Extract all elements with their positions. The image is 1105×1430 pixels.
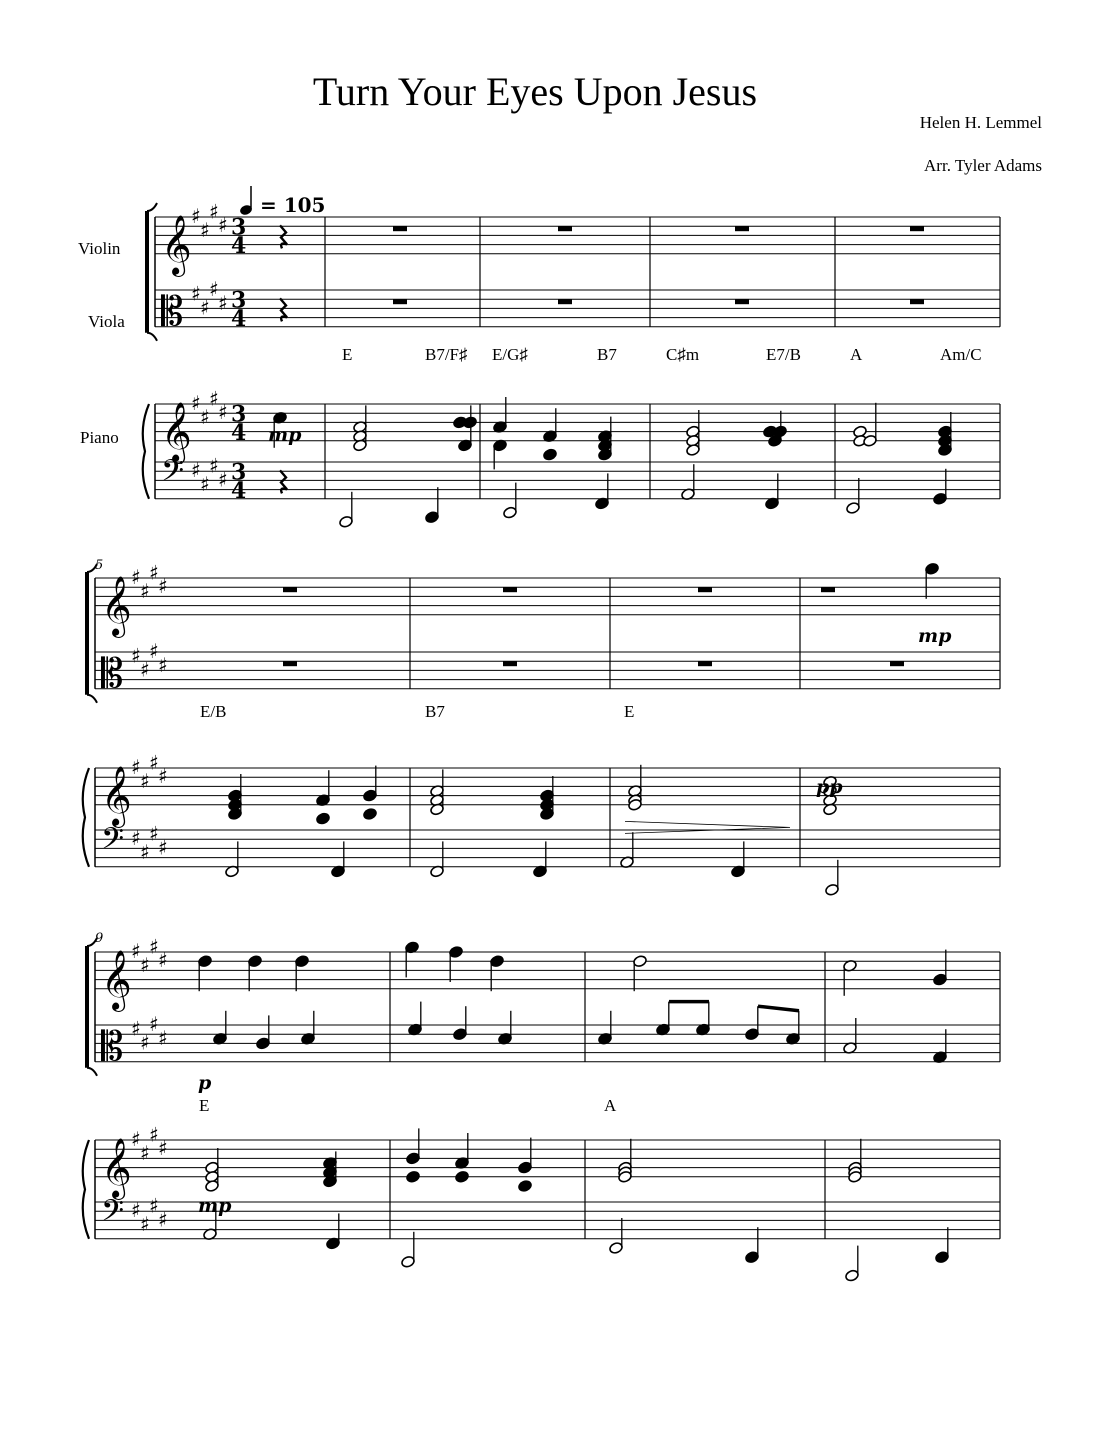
whole-rest xyxy=(558,226,572,231)
chord-symbol: E7/B xyxy=(766,345,801,364)
whole-rest xyxy=(283,661,297,666)
sharp-sign: ♯ xyxy=(140,768,150,793)
whole-rest xyxy=(393,226,407,231)
whole-rest xyxy=(698,587,712,592)
instrument-label-violin: Violin xyxy=(78,239,121,258)
clef: 𝄞 xyxy=(161,401,192,462)
whole-rest xyxy=(821,587,835,592)
notehead xyxy=(455,1170,470,1183)
sharp-sign: ♯ xyxy=(218,467,228,492)
time-sig-top: 3 xyxy=(231,459,247,486)
time-sig-top: 3 xyxy=(231,401,247,428)
sharp-sign: ♯ xyxy=(209,453,219,478)
time-sig-bottom: 4 xyxy=(231,419,247,446)
instrument-label-viola: Viola xyxy=(88,312,125,331)
chord-symbol: E/B xyxy=(200,702,227,721)
chord-symbol: A xyxy=(850,345,863,364)
piano-brace xyxy=(83,768,89,867)
dynamic-mark: pp xyxy=(816,776,843,798)
dynamic-mark: mp xyxy=(198,1195,232,1217)
time-sig-top: 3 xyxy=(231,214,247,241)
whole-rest xyxy=(503,587,517,592)
sharp-sign: ♯ xyxy=(149,560,159,585)
decrescendo-hairpin xyxy=(625,821,790,833)
whole-rest xyxy=(735,299,749,304)
time-sig-bottom: 4 xyxy=(231,477,247,504)
chord-symbol: A xyxy=(604,1096,617,1115)
chord-symbol: E xyxy=(342,345,353,364)
bracket-hook xyxy=(147,333,157,341)
clef: 𝄡 xyxy=(161,288,184,335)
sharp-sign: ♯ xyxy=(209,199,219,224)
whole-rest xyxy=(735,226,749,231)
measure-number-9: 9 xyxy=(95,931,104,946)
piano-brace xyxy=(83,1140,89,1239)
sharp-sign: ♯ xyxy=(158,764,168,789)
dynamic-mark: p xyxy=(198,1072,212,1094)
sharp-sign: ♯ xyxy=(131,939,141,963)
whole-rest xyxy=(558,299,572,304)
clef: 𝄞 xyxy=(101,575,132,636)
whole-rest xyxy=(890,661,904,666)
clef: 𝄡 xyxy=(101,1023,124,1070)
sharp-sign: ♯ xyxy=(140,1140,150,1165)
whole-rest xyxy=(503,661,517,666)
dynamic-mark: mp xyxy=(268,424,302,446)
whole-rest xyxy=(283,587,297,592)
measure-number-5: 5 xyxy=(95,558,104,573)
bracket-hook xyxy=(87,1068,97,1076)
dynamic-mark: mp xyxy=(918,625,952,647)
sharp-sign: ♯ xyxy=(149,821,159,846)
notation-marks xyxy=(83,199,1000,1282)
sharp-sign: ♯ xyxy=(140,657,150,682)
whole-rest xyxy=(910,299,924,304)
sharp-sign: ♯ xyxy=(218,213,228,238)
instrument-label-piano: Piano xyxy=(80,428,119,447)
sharp-sign: ♯ xyxy=(158,574,168,599)
sharp-sign: ♯ xyxy=(131,643,141,668)
staff-lines xyxy=(95,214,1000,1239)
sharp-sign: ♯ xyxy=(158,835,168,860)
time-sig-bottom: 4 xyxy=(231,305,247,332)
chord-symbol: B7 xyxy=(425,702,445,721)
sharp-sign: ♯ xyxy=(191,204,201,228)
sharp-sign: ♯ xyxy=(191,458,201,483)
clef: 𝄢 xyxy=(101,1194,125,1236)
notehead xyxy=(543,448,558,461)
time-sig-top: 3 xyxy=(231,287,247,314)
sharp-sign: ♯ xyxy=(158,652,168,677)
sharp-sign: ♯ xyxy=(149,1012,159,1036)
sharp-sign: ♯ xyxy=(200,472,210,496)
sharp-sign: ♯ xyxy=(131,755,141,779)
sharp-sign: ♯ xyxy=(131,1198,141,1223)
sharp-sign: ♯ xyxy=(158,1025,168,1050)
bracket-hook xyxy=(87,695,97,703)
sharp-sign: ♯ xyxy=(131,1016,141,1041)
chord-symbol: C♯m xyxy=(666,345,700,364)
sharp-sign: ♯ xyxy=(131,565,141,589)
sharp-sign: ♯ xyxy=(131,1127,141,1151)
notehead xyxy=(316,812,331,825)
sharp-sign: ♯ xyxy=(149,934,159,959)
chord-symbol: Am/C xyxy=(940,345,982,364)
bracket-hook xyxy=(147,203,157,211)
sharp-sign: ♯ xyxy=(200,295,210,320)
whole-rest xyxy=(698,661,712,666)
score-title: Turn Your Eyes Upon Jesus xyxy=(312,69,758,114)
clef: 𝄞 xyxy=(101,765,132,826)
tempo-value: = 105 xyxy=(260,193,326,217)
sharp-sign: ♯ xyxy=(140,578,150,603)
notehead xyxy=(363,807,378,820)
sharp-sign: ♯ xyxy=(140,840,150,864)
sharp-sign: ♯ xyxy=(218,290,228,315)
clef: 𝄢 xyxy=(161,454,185,496)
notehead xyxy=(518,1179,533,1192)
composer-credit: Helen H. Lemmel xyxy=(919,113,1042,132)
chord-symbol: E xyxy=(624,702,635,721)
clef: 𝄞 xyxy=(161,214,192,275)
time-sig-bottom: 4 xyxy=(231,232,247,259)
clef: 𝄢 xyxy=(101,822,125,864)
sharp-sign: ♯ xyxy=(158,1207,168,1232)
beam xyxy=(758,1006,799,1011)
sharp-sign: ♯ xyxy=(149,750,159,775)
whole-rest xyxy=(393,299,407,304)
clef: 𝄡 xyxy=(101,650,124,697)
clef: 𝄞 xyxy=(101,949,132,1010)
sharp-sign: ♯ xyxy=(149,639,159,663)
sharp-sign: ♯ xyxy=(218,400,228,425)
sharp-sign: ♯ xyxy=(191,281,201,306)
piano-brace xyxy=(143,404,149,499)
sharp-sign: ♯ xyxy=(158,948,168,973)
sharp-sign: ♯ xyxy=(149,1122,159,1147)
chord-symbol: B7 xyxy=(597,345,617,364)
sharp-sign: ♯ xyxy=(209,386,219,411)
sharp-sign: ♯ xyxy=(140,952,150,977)
arranger-credit: Arr. Tyler Adams xyxy=(924,156,1042,175)
sharp-sign: ♯ xyxy=(209,277,219,301)
clef: 𝄞 xyxy=(101,1137,132,1198)
tempo-marking xyxy=(239,186,326,217)
whole-rest xyxy=(910,226,924,231)
notehead xyxy=(406,1170,421,1183)
sharp-sign: ♯ xyxy=(140,1212,150,1236)
sharp-sign: ♯ xyxy=(200,404,210,429)
sharp-sign: ♯ xyxy=(131,826,141,851)
chord-symbol: E xyxy=(199,1096,210,1115)
chord-symbol: B7/F♯ xyxy=(425,345,468,364)
sharp-sign: ♯ xyxy=(200,217,210,242)
chord-symbol: E/G♯ xyxy=(492,345,528,364)
sharp-sign: ♯ xyxy=(149,1193,159,1218)
sharp-sign: ♯ xyxy=(158,1136,168,1161)
sharp-sign: ♯ xyxy=(140,1030,150,1055)
sharp-sign: ♯ xyxy=(191,391,201,415)
